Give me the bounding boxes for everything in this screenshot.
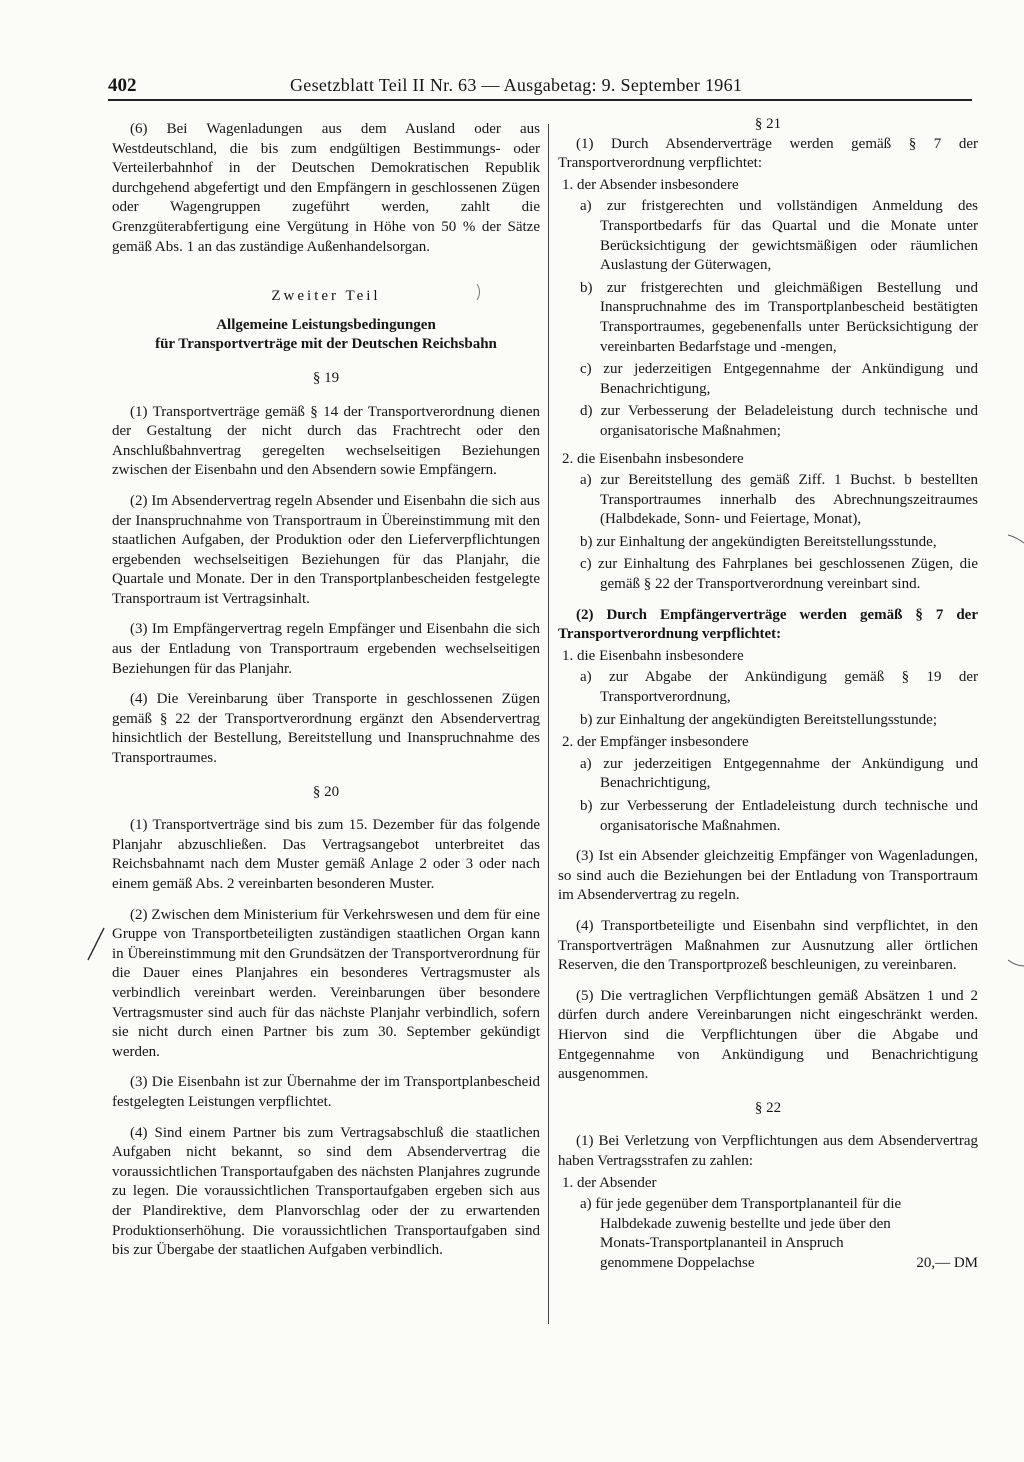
header-rule — [108, 99, 972, 101]
page-number: 402 — [108, 75, 137, 96]
section-20-heading: § 20 — [312, 783, 340, 800]
s21-p2-item-2b: b) zur Verbesserung der Entladeleistung durch technische und organisatorische Maßnahmen. — [580, 798, 978, 834]
header-title: Gesetzblatt Teil II Nr. 63 — Ausgabetag: 9. September 1961 — [290, 75, 743, 95]
paragraph-6: (6) Bei Wagenladungen aus dem Ausland oder aus Westdeutschland, die bis zum endgültigen Bestimmungs- oder Verteilerbahnhof in der Deutschen Demokratischen Republik durchgehend abgefertigt und den Empfängern in geschlossenen Zügen oder Wagengruppen zugeführt werden, zahlt die Grenzgüterabfertigung eine Vergütung in Höhe von 50 % der Sätze gemäß Abs. 1 an das zuständige Außenhandelsorgan. — [112, 121, 540, 255]
s21-p1-item-1a: a) zur fristgerechten und vollständigen Anmeldung des Transportbedarfs für das Quartal und die Monate unter Berücksichtigung der gewichtsmäßigen oder räumlichen Auslastung der Güterwagen, — [580, 198, 978, 274]
s20-paragraph-4: (4) Sind einem Partner bis zum Vertragsabschluß die staatlichen Aufgaben nicht bekannt, so sind dem Absendervertrag die voraussichtlichen Transportaufgaben des nächsten Planjahres zugrunde zu legen. Die voraussichtlichen Transportaufgaben ergeben sich aus der Plandirektive, dem Planvorschlag oder der zu erwartenden Produktionserhöhung. Die voraussichtlichen Transportaufgaben sind bis zur Übergabe der staatlichen Aufgaben verbindlich. — [112, 1124, 540, 1259]
s21-paragraph-1-intro: (1) Durch Absenderverträge werden gemäß § 7 der Transportverordnung verpflichtet: — [558, 135, 978, 172]
s21-p1-item-1d: d) zur Verbesserung der Beladeleistung durch technische und organisatorische Maßnahmen; — [580, 403, 978, 439]
pencil-mark-icon — [84, 924, 108, 964]
s20-paragraph-1: (1) Transportverträge sind bis zum 15. Dezember für das folgende Planjahr abzuschließen. Das Vertragsangebot unterbreitet das Reichsbahnamt nach dem Muster gemäß Anlage 2 oder 3 oder nach einem gemäß Abs. 2 vereinbarten besonderen Muster. — [112, 817, 540, 892]
column-divider — [548, 124, 549, 1324]
edge-mark-icon — [1008, 533, 1024, 545]
s19-paragraph-3: (3) Im Empfängervertrag regeln Empfänger und Eisenbahn die sich aus der Entladung von Transportraum ergebenden wechselseitigen Beziehungen für das Planjahr. — [112, 621, 540, 677]
s21-paragraph-3: (3) Ist ein Absender gleichzeitig Empfänger von Wagenladungen, so sind auch die Beziehungen bei der Entladung von Transportraum im Absendervertrag zu regeln. — [558, 848, 978, 904]
section-19-heading: § 19 — [312, 369, 340, 386]
s19-paragraph-1: (1) Transportverträge gemäß § 14 der Transportverordnung dienen der Gestaltung der nicht durch das Frachtrecht oder den Anschlußbahnvertrag geregelten wechselseitigen Beziehungen zwischen der Eisenbahn und den Absendern sowie Empfängern. — [112, 403, 540, 479]
s21-p1-item-2a: a) zur Bereitstellung des gemäß Ziff. 1 Buchst. b bestellten Transportraumes innerhalb des Abrechnungszeitraumes (Halbdekade, Sonn- und Feiertage, Monat), — [580, 472, 978, 528]
s21-p1-item-2: 2. die Eisenbahn insbesondere — [562, 450, 744, 467]
s21-p2-item-2a: a) zur jederzeitigen Entgegennahme der Ankündigung und Benachrichtigung, — [580, 755, 978, 792]
part-subtitle-1: Allgemeine Leistungsbedingungen — [216, 316, 436, 333]
s20-paragraph-2: (2) Zwischen dem Ministerium für Verkehrswesen und dem für eine Gruppe von Transportbeteiligten zuständigen staatlichen Organ kann in Übereinstimmung mit den Grundsätzen der Transportverordnung für die Dauer eines Planjahres ein besonderes Vertragsmuster als verbindlich vereinbart werden. Vereinbarungen über besondere Vertragsmuster sind auch für das nächste Planjahr verbindlich, sofern sie nicht durch einen Partner bis zum 30. September gekündigt werden. — [112, 906, 540, 1060]
s19-paragraph-4: (4) Die Vereinbarung über Transporte in geschlossenen Zügen gemäß § 22 der Transportverordnung ergänzt den Absendervertrag hinsichtlich der Bestellung, Bereitstellung und Inanspruchnahme des Transportraumes. — [112, 691, 540, 767]
section-21-heading: § 21 — [754, 116, 782, 132]
s21-paragraph-2-intro: (2) Durch Empfängerverträge werden gemäß § 7 der Transportverordnung verpflichtet: — [558, 606, 978, 643]
s21-paragraph-4: (4) Transportbeteiligte und Eisenbahn sind verpflichtet, in den Transportverträgen Maßnahmen zur Ausnutzung aller örtlichen Reserven, die den Transportprozeß beschleunigen, zu vereinbaren. — [558, 917, 978, 974]
edge-mark-icon — [1008, 958, 1024, 970]
s22-p1-item-1: 1. der Absender — [562, 1174, 657, 1191]
s21-p2-item-1a: a) zur Abgabe der Ankündigung gemäß § 19 der Transportverordnung, — [580, 669, 978, 706]
s22-p1-item-1a-row — [558, 1195, 978, 1273]
s21-paragraph-5: (5) Die vertraglichen Verpflichtungen gemäß Absätzen 1 und 2 dürfen durch andere Vereinbarungen nicht eingeschränkt werden. Hiervon sind die Verpflichtungen über die Abgabe und Entgegennahme von Ankündigung und Benachrichtigung ausgenommen. — [558, 987, 978, 1083]
s20-paragraph-3: (3) Die Eisenbahn ist zur Übernahme der im Transportplanbescheid festgelegten Leistungen verpflichtet. — [112, 1074, 540, 1110]
part-subtitle-2: für Transportverträge mit der Deutschen Reichsbahn — [155, 336, 497, 353]
s22-paragraph-1-intro: (1) Bei Verletzung von Verpflichtungen aus dem Absendervertrag haben Vertragsstrafen zu zahlen: — [558, 1133, 978, 1169]
s21-p1-item-2c: c) zur Einhaltung des Fahrplanes bei geschlossenen Zügen, die gemäß § 22 der Transportverordnung vereinbart sind. — [580, 556, 978, 593]
s21-p2-item-2: 2. der Empfänger insbesondere — [562, 734, 749, 751]
s21-p2-item-1b: b) zur Einhaltung der angekündigten Bereitstellungsstunde; — [580, 711, 937, 728]
section-22-heading: § 22 — [754, 1099, 782, 1116]
s21-p1-item-1c: c) zur jederzeitigen Entgegennahme der Ankündigung und Benachrichtigung, — [580, 361, 978, 397]
scan-mark-icon — [474, 282, 484, 302]
s19-paragraph-2: (2) Im Absendervertrag regeln Absender und Eisenbahn die sich aus der Inanspruchnahme von Transportraum in Übereinstimmung mit den staatlichen Aufgaben, der Produktion oder den Lieferverpflichtungen ergebenden wechselseitigen Beziehungen für das Planjahr, die Quartale und Monate. Der in den Transportplanbescheiden festgelegte Transportraum ist Vertragsinhalt. — [112, 492, 540, 607]
right-column — [558, 115, 978, 1273]
s21-p1-item-1b: b) zur fristgerechten und gleichmäßigen Bestellung und Inanspruchnahme des im Transportplanbescheid bestätigten Transportraumes, gegebenenfalls unter Berücksichtigung der vereinbarten Bedarfstage und -mengen, — [580, 279, 978, 355]
s21-p1-item-1: 1. der Absender insbesondere — [562, 176, 739, 193]
s21-p2-item-1: 1. die Eisenbahn insbesondere — [562, 647, 744, 664]
part-title: Zweiter Teil — [271, 288, 381, 305]
s22-p1-item-1a: a) für jede gegenüber dem Transportplananteil für die Halbdekade zuwenig bestellte und jede über den Monats-Transportplananteil in Anspruch genommene Doppelachse — [580, 1196, 902, 1271]
s21-p1-item-2b: b) zur Einhaltung der angekündigten Bereitstellungsstunde, — [580, 533, 937, 550]
page-header — [108, 75, 970, 99]
penalty-amount: 20,— DM — [916, 1254, 978, 1271]
